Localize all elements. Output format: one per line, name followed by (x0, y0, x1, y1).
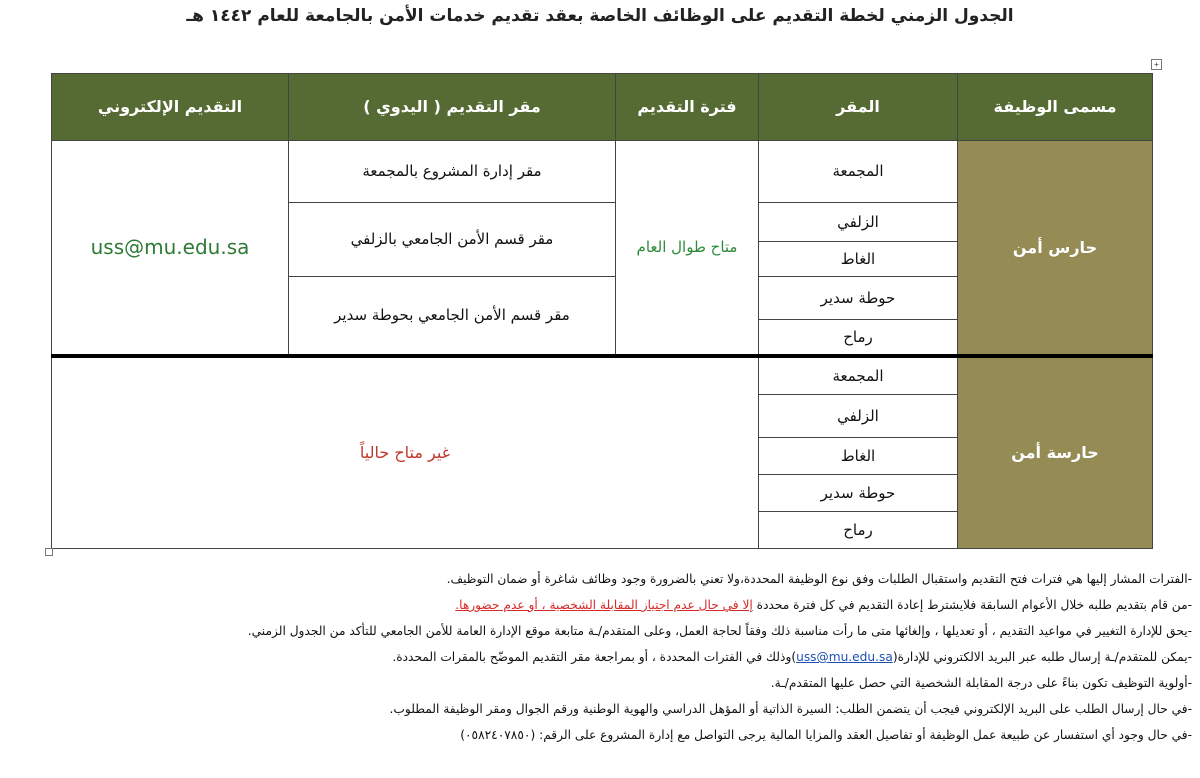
location-cell: الغاط (759, 241, 958, 276)
page-title: الجدول الزمني لخطة التقديم على الوظائف الخاصة بعقد تقديم خدمات الأمن بالجامعة للعام ١٤٤٢ هـ (186, 6, 1014, 26)
table-move-icon[interactable]: + (1151, 59, 1162, 70)
manual-location-cell: مقر إدارة المشروع بالمجمعة (289, 140, 616, 202)
schedule-table (51, 73, 1153, 549)
note-text: )وذلك في الفترات المحددة ، أو بمراجعة مقر التقديم الموضّح بالمقرات المحددة. (392, 650, 797, 664)
note-item: -في حال إرسال الطلب على البريد الإلكتروني فيجب أن يتضمن الطلب: السيرة الذاتية أو المؤهل الدراسي والهوية الوطنية ورقم الجوال ومقر الوظيفة المطلوب. (389, 702, 1192, 716)
location-cell: رماح (759, 319, 958, 356)
email-link[interactable]: uss@mu.edu.sa (796, 650, 893, 664)
job-title-female: حارسة أمن (958, 356, 1153, 549)
location-cell: الغاط (759, 438, 958, 475)
location-cell: الزلفي (759, 202, 958, 241)
location-cell: حوطة سدير (759, 276, 958, 319)
note-text: -يمكن للمتقدم/ـة إرسال طلبه عبر البريد الالكتروني للإدارة( (892, 650, 1192, 664)
header-job-title: مسمى الوظيفة (958, 74, 1153, 141)
location-cell: الزلفي (759, 395, 958, 438)
note-item: -أولوية التوظيف تكون بناءً على درجة المقابلة الشخصية التي حصل عليها المتقدم/ـة. (770, 676, 1192, 690)
note-item (0, 644, 1192, 670)
header-period: فترة التقديم (616, 74, 759, 141)
table-resize-icon[interactable] (45, 548, 53, 556)
location-cell: رماح (759, 512, 958, 549)
application-email[interactable]: uss@mu.edu.sa (52, 140, 289, 356)
header-location: المقر (759, 74, 958, 141)
location-cell: حوطة سدير (759, 475, 958, 512)
header-row (52, 74, 1153, 141)
manual-location-cell: مقر قسم الأمن الجامعي بحوطة سدير (289, 276, 616, 356)
note-warning: إلا في حال عدم اجتياز المقابلة الشخصية ، أو عدم حضورها. (455, 598, 753, 612)
manual-location-cell: مقر قسم الأمن الجامعي بالزلفي (289, 202, 616, 276)
notes-list (0, 566, 1192, 748)
note-item: -يحق للإدارة التغيير في مواعيد التقديم ، أو تعديلها ، وإلغائها متى ما رأت مناسبة ذلك وفقاً لحاجة العمل، وعلى المتقدم/ـة متابعة موقع الإدارة العامة للأمن الجامعي للتأكد من الجدول الزمني. (247, 624, 1192, 638)
header-electronic: التقديم الإلكتروني (52, 74, 289, 141)
header-manual: مقر التقديم ( اليدوي ) (289, 74, 616, 141)
application-period: متاح طوال العام (616, 140, 759, 356)
note-item: -الفترات المشار إليها هي فترات فتح التقديم واستقبال الطلبات وفق نوع الوظيفة المحددة،ولا تعني بالضرورة وجود وظائف شاغرة أو ضمان التوظيف. (446, 572, 1192, 586)
note-item: -في حال وجود أي استفسار عن طبيعة عمل الوظيفة أو تفاصيل العقد والمزايا المالية يرجى التواصل مع إدارة المشروع على الرقم: (٠٥٨٢٤٠٧٨٥٠) (460, 728, 1192, 742)
note-item (0, 592, 1192, 618)
location-cell: المجمعة (759, 356, 958, 395)
note-text: -من قام بتقديم طلبه خلال الأعوام السابقة فلايشترط إعادة التقديم في كل فترة محددة (752, 598, 1192, 612)
job-title-male: حارس أمن (958, 140, 1153, 356)
location-cell: المجمعة (759, 140, 958, 202)
availability-status: غير متاح حالياً (52, 356, 759, 549)
